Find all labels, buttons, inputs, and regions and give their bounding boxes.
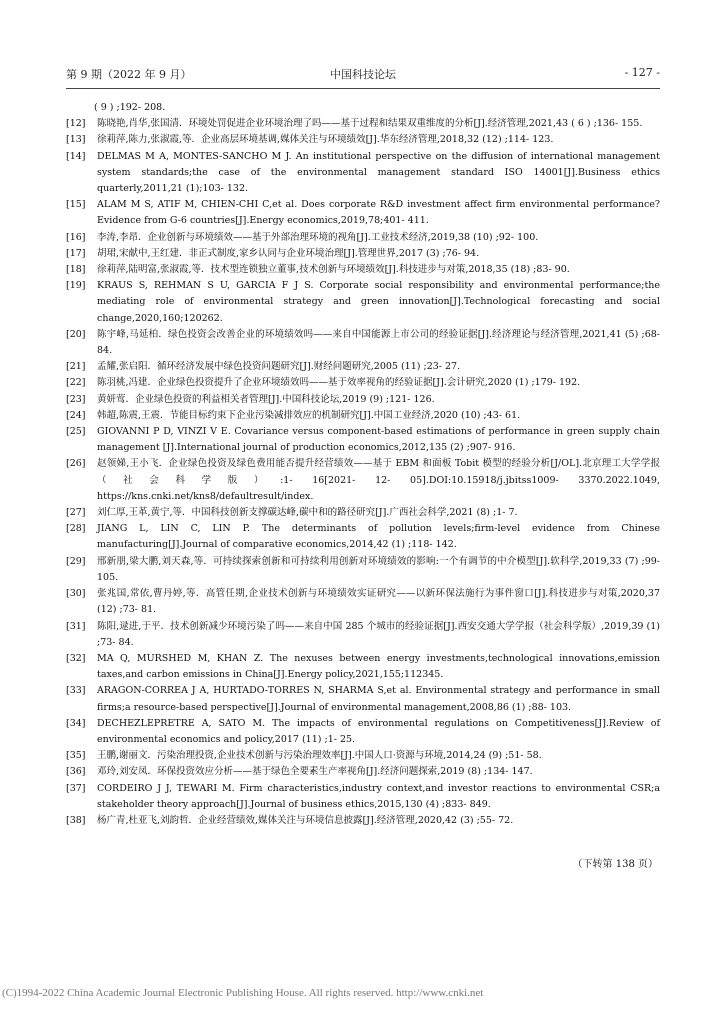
reference-text: 张兆国,常依,曹丹婷,等．高管任期,企业技术创新与环境绩效实证研究——以新环保法施行为事件窗口[J].科技进步与对策,2020,37 (12) ;73- 81. <box>97 588 660 616</box>
reference-item <box>66 554 660 586</box>
reference-item <box>66 278 660 327</box>
reference-number: [31] <box>66 620 86 632</box>
reference-number: [32] <box>66 652 86 664</box>
reference-list <box>66 100 660 829</box>
reference-text: GIOVANNI P D, VINZI V E. Covariance versus component-based estimations of performance in green supply chain management [J].International journal of production economics,2012,135 (2) ;907- 916. <box>97 426 660 454</box>
reference-text: ARAGON-CORREA J A, HURTADO-TORRES N, SHARMA S,et al. Environmental strategy and performance in small firms;a resource-based perspective[J].Journal of environmental management,2008,86 (1) ;88- 103. <box>97 685 660 713</box>
reference-number: [15] <box>66 199 86 211</box>
reference-number: [18] <box>66 264 86 276</box>
header-rule <box>66 88 660 89</box>
reference-item <box>66 505 660 521</box>
reference-number: [19] <box>66 280 86 292</box>
reference-item <box>66 781 660 813</box>
reference-number: [13] <box>66 134 86 146</box>
reference-item <box>66 813 660 829</box>
reference-item <box>66 230 660 246</box>
reference-number: [14] <box>66 150 86 162</box>
continued-note: （下转第 138 页） <box>572 859 658 870</box>
reference-number: [37] <box>66 782 86 794</box>
reference-text: 孟耀,张启阳．循环经济发展中绿色投资问题研究[J].财经问题研究,2005 (11) ;23- 27. <box>97 361 461 373</box>
reference-text: 邓玲,刘安凤．环保投资效应分析——基于绿色全要素生产率视角[J].经济问题探索,2019 (8) ;134- 147. <box>97 766 533 778</box>
reference-number: [24] <box>66 409 86 421</box>
reference-text: MA Q, MURSHED M, KHAN Z. The nexuses between energy investments,technological innovations,emission taxes,and carbon emissions in China[J].Energy policy,2021,155;112345. <box>97 652 660 681</box>
reference-item <box>66 651 660 683</box>
reference-number: [25] <box>66 426 86 438</box>
reference-number: [23] <box>66 393 86 405</box>
reference-number: [34] <box>66 717 86 729</box>
reference-item <box>66 132 660 148</box>
reference-number: [38] <box>66 814 86 826</box>
reference-text: 徐莉萍,陆明富,张淑霞,等．技术型连锁独立董事,技术创新与环境绩效[J].科技进步与对策,2018,35 (18) ;83- 90. <box>97 264 570 276</box>
reference-item <box>66 116 660 132</box>
reference-number: [22] <box>66 377 86 389</box>
reference-item <box>66 246 660 262</box>
page-number: - 127 - <box>624 66 660 79</box>
reference-number: [27] <box>66 507 86 519</box>
reference-item <box>66 748 660 764</box>
reference-text: KRAUS S, REHMAN S U, GARCIA F J S. Corporate social responsibility and environmental performance;the mediating role of environmental strategy and green innovation[J].Technological forecasting and social change,2020,160;120262. <box>97 280 660 324</box>
reference-number: [17] <box>66 247 86 259</box>
reference-number: [33] <box>66 685 86 697</box>
reference-number: [12] <box>66 118 86 130</box>
reference-continuation: ( 9 ) ;192- 208. <box>94 102 166 113</box>
reference-item <box>66 424 660 456</box>
reference-text: ALAM M S, ATIF M, CHIEN-CHI C,et al. Does corporate R&D investment affect firm environmental performance? Evidence from G-6 countries[J].Energy economics,2019,78;401- 411. <box>97 199 660 227</box>
reference-text: 徐莉萍,陈力,张淑霞,等．企业高层环境基调,媒体关注与环境绩效[J].华东经济管理,2018,32 (12) ;114- 123. <box>97 134 554 146</box>
reference-number: [20] <box>66 328 86 340</box>
reference-item <box>66 149 660 198</box>
reference-number: [16] <box>66 231 86 243</box>
reference-text: 杨广青,杜亚飞,刘韵哲．企业经营绩效,媒体关注与环境信息披露[J].经济管理,2020,42 (3) ;55- 72. <box>97 814 514 826</box>
reference-number: [26] <box>66 458 86 470</box>
reference-text: DECHEZLEPRETRE A, SATO M. The impacts of environmental regulations on Competitiveness[J].Review of environmental economics and policy,2017 (11) ;1- 25. <box>97 717 660 745</box>
reference-item <box>66 456 660 505</box>
reference-number: [35] <box>66 750 86 762</box>
reference-item <box>66 764 660 780</box>
reference-number: [21] <box>66 361 86 373</box>
reference-text: 黄妍莺．企业绿色投资的利益相关者管理[J].中国科技论坛,2019 (9) ;121- 126. <box>97 393 435 405</box>
reference-number: [30] <box>66 588 86 600</box>
reference-text: 李涛,李昂．企业创新与环境绩效——基于外部治理环境的视角[J].工业技术经济,2019,38 (10) ;92- 100. <box>97 231 539 243</box>
reference-item <box>66 586 660 618</box>
copyright-footer: (C)1994-2022 China Academic Journal Electronic Publishing House. All rights reserved. http://www.cnki.net <box>2 987 484 999</box>
reference-text: 刘仁厚,王革,黄宁,等．中国科技创新支撑碳达峰,碳中和的路径研究[J].广西社会科学,2021 (8) ;1- 7. <box>97 507 518 519</box>
reference-text: 陈阳,逯进,于平．技术创新减少环境污染了吗——来自中国 285 个城市的经验证据[J].西安交通大学学报（社会科学版）,2019,39 (1) ;73- 84. <box>97 620 660 648</box>
reference-item <box>66 683 660 715</box>
reference-item <box>66 521 660 553</box>
reference-text: 韩超,陈震,王震．节能目标约束下企业污染减排效应的机制研究[J].中国工业经济,2020 (10) ;43- 61. <box>97 409 521 421</box>
reference-text: CORDEIRO J J, TEWARI M. Firm characteristics,industry context,and investor reactions to environmental CSR;a stakeholder theory approach[J].Journal of business ethics,2015,130 (4) ;833- 849. <box>97 782 660 810</box>
issue-label: 第 9 期（2022 年 9 月） <box>66 68 192 81</box>
reference-number: [28] <box>66 523 86 535</box>
reference-item <box>66 327 660 359</box>
reference-item <box>66 716 660 748</box>
reference-text: JIANG L, LIN C, LIN P. The determinants of pollution levels;firm-level evidence from Chinese manufacturing[J].Journal of comparative economics,2014,42 (1) ;118- 142. <box>97 523 660 551</box>
reference-number: [29] <box>66 555 86 567</box>
journal-name: 中国科技论坛 <box>330 68 396 81</box>
reference-number: [36] <box>66 766 86 778</box>
reference-text: 王鹏,谢丽文．污染治理投资,企业技术创新与污染治理效率[J].中国人口·资源与环境,2014,24 (9) ;51- 58. <box>97 750 542 762</box>
reference-item <box>66 359 660 375</box>
reference-item <box>66 375 660 391</box>
reference-text: 胡珺,宋献中,王红建．非正式制度,家乡认同与企业环境治理[J].管理世界,2017 (3) ;76- 94. <box>97 247 480 259</box>
reference-item <box>66 197 660 229</box>
reference-text: DELMAS M A, MONTES-SANCHO M J. An institutional perspective on the diffusion of international management system standards;the case of the environmental management standard ISO 14001[J].Business ethics quarterly,2011,21 (1);103- 132. <box>97 150 660 195</box>
reference-text: 赵领娣,王小飞．企业绿色投资及绿色费用能否提升经营绩效——基于 EBM 和面板 Tobit 模型的经验分析[J/OL].北京理工大学学报（社会科学版）:1- 16[2021- 12- 05].DOI:10.15918/j.jbitss1009- 3370.2022.1049, https://kns.cnki.net/kns8/defaultresult/index. <box>97 458 660 502</box>
reference-text: 陈羽桃,冯建．企业绿色投资提升了企业环境绩效吗——基于效率视角的经验证据[J].会计研究,2020 (1) ;179- 192. <box>97 377 581 389</box>
reference-text: 陈宇峰,马延柏．绿色投资会改善企业的环境绩效吗——来自中国能源上市公司的经验证据[J].经济理论与经济管理,2021,41 (5) ;68- 84. <box>97 328 660 357</box>
reference-text: 邢新朋,梁大鹏,刘天森,等．可持续探索创新和可持续利用创新对环境绩效的影响:一个有调节的中介模型[J].软科学,2019,33 (7) ;99- 105. <box>97 555 660 583</box>
reference-text: 陈晓艳,肖华,张国清．环境处罚促进企业环境治理了吗——基于过程和结果双重维度的分析[J].经济管理,2021,43 ( 6 ) ;136- 155. <box>97 118 643 130</box>
reference-item <box>66 408 660 424</box>
running-header <box>66 66 660 86</box>
reference-item <box>66 262 660 278</box>
reference-item <box>66 392 660 408</box>
reference-item <box>66 619 660 651</box>
